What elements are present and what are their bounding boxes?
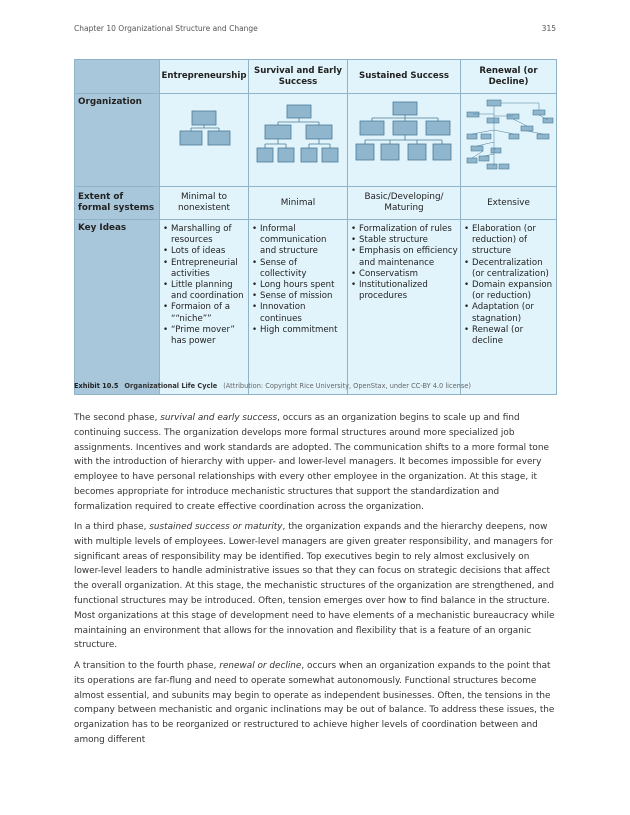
list-item: • Institutionalized procedures	[351, 280, 458, 302]
list-item: • Renewal (or decline	[464, 325, 554, 347]
list-item: • Adaptation (or stagnation)	[464, 302, 554, 324]
org-chart-renewal	[461, 94, 557, 187]
key-ideas-row	[75, 220, 557, 395]
exhibit-label: Exhibit 10.5	[74, 382, 119, 390]
key-ideas-sustained	[348, 220, 461, 395]
list-item: • Marshalling of resources	[163, 224, 246, 246]
list-item: • Long hours spent	[252, 280, 345, 291]
list-item: • Sense of mission	[252, 291, 345, 302]
key-ideas-list	[252, 224, 345, 336]
row-label-extent: Extent of formal systems	[75, 187, 160, 220]
organization-row	[75, 94, 557, 187]
key-ideas-survival	[249, 220, 348, 395]
paragraph-text: The second phase,	[74, 413, 161, 423]
exhibit-attribution: (Attribution: Copyright Rice University, OpenStax, under CC-BY 4.0 license)	[223, 382, 471, 390]
paragraph-emphasis: sustained success or maturity	[149, 522, 283, 532]
list-item: • Decentralization (or centralization)	[464, 258, 554, 280]
paragraph-emphasis: survival and early success	[160, 413, 278, 423]
extent-sustained: Basic/Developing/ Maturing	[348, 187, 461, 220]
list-item: • Innovation continues	[252, 302, 345, 324]
org-chart-sustained	[348, 94, 461, 187]
running-header	[74, 24, 556, 36]
org-chart-survival	[249, 94, 348, 187]
page-number: 315	[541, 24, 556, 33]
row-label-key-ideas: Key Ideas	[75, 220, 160, 395]
list-item: • Elaboration (or reduction) of structure	[464, 224, 554, 258]
column-header-survival: Survival and Early Success	[249, 60, 348, 94]
column-header-renewal: Renewal (or Decline)	[461, 60, 557, 94]
list-item: • Domain expansion (or reduction)	[464, 280, 554, 302]
extent-entrepreneurship: Minimal to nonexistent	[160, 187, 249, 220]
table-header-row	[75, 60, 557, 94]
list-item: • “Prime mover” has power	[163, 325, 246, 347]
organizational-life-cycle-table	[74, 59, 557, 395]
extent-survival: Minimal	[249, 187, 348, 220]
list-item: • Formalization of rules	[351, 224, 458, 235]
list-item: • High commitment	[252, 325, 345, 336]
row-label-organization: Organization	[75, 94, 160, 187]
table-corner-cell	[75, 60, 160, 94]
list-item: • Lots of ideas	[163, 246, 246, 257]
exhibit-title: Organizational Life Cycle	[124, 382, 218, 390]
paragraph-second-phase	[74, 411, 558, 515]
org-chart-entrepreneurship	[160, 94, 249, 187]
list-item: • Conservatism	[351, 269, 458, 280]
org-chart-large-diagram	[348, 94, 461, 180]
paragraph-text: A transition to the fourth phase,	[74, 661, 220, 671]
list-item: • Informal communication and structure	[252, 224, 345, 258]
org-chart-medium-diagram	[249, 94, 348, 180]
org-chart-small-diagram	[160, 94, 249, 180]
extent-row	[75, 187, 557, 220]
key-ideas-list	[464, 224, 554, 347]
key-ideas-list	[163, 224, 246, 347]
chapter-title: Chapter 10 Organizational Structure and Change	[74, 24, 258, 33]
paragraph-emphasis: renewal or decline	[219, 661, 302, 671]
key-ideas-renewal	[461, 220, 557, 395]
list-item: • Emphasis on efficiency and maintenance	[351, 246, 458, 268]
list-item: • Formaion of a ““niche””	[163, 302, 246, 324]
column-header-entrepreneurship: Entrepreneurship	[160, 60, 249, 94]
column-header-sustained: Sustained Success	[348, 60, 461, 94]
paragraph-text: In a third phase,	[74, 522, 150, 532]
extent-renewal: Extensive	[461, 187, 557, 220]
paragraph-text: , occurs when an organization expands to the point that its operations are far-flung and need to operate somewhat autonomously. Functional structures become almost essential, and subunits may begin to operate as independent businesses. Often, the tensions in the company between mechanistic and organic inclinations may be out of balance. To address these issues, the organization has to be reorganized or restructured to achieve higher levels of coordination between and among different	[74, 661, 555, 745]
paragraph-third-phase	[74, 520, 558, 653]
paragraph-text: , the organization expands and the hierarchy deepens, now with multiple levels of employees. Lower-level managers are given greater responsibility, and managers for significant areas of responsibility may be identified. Top executives begin to rely almost exclusively on lower-level leaders to handle administrative issues so that they can focus on strategic decisions that affect the overall organization. At this stage, the mechanistic structures of the organization are strengthened, and functional structures may be introduced. Often, tension emerges over how to find balance in the structure. Most organizations at this stage of development need to have elements of a mechanistic bureaucracy while maintaining an environment that allows for the innovation and flexibility that is a feature of an organic structure.	[74, 522, 555, 651]
paragraph-text: , occurs as an organization begins to scale up and find continuing success. The organization develops more formal structures around more specialized job assignments. Incentives and work standards are adopted. The communication shifts to a more formal tone with the introduction of hierarchy with upper- and lower-level managers. It becomes impossible for every employee to have personal relationships with every other employee in the organization. At this stage, it becomes appropriate for introduce mechanistic structures that support the standardization and formalization required to create effective coordination across the organization.	[74, 413, 549, 512]
list-item: • Sense of collectivity	[252, 258, 345, 280]
exhibit-caption	[74, 382, 471, 390]
org-chart-complex-diagram	[461, 94, 557, 180]
key-ideas-list	[351, 224, 458, 302]
key-ideas-entrepreneurship	[160, 220, 249, 395]
list-item: • Little planning and coordination	[163, 280, 246, 302]
list-item: • Entrepreneurial activities	[163, 258, 246, 280]
list-item: • Stable structure	[351, 235, 458, 246]
paragraph-fourth-phase	[74, 659, 558, 748]
